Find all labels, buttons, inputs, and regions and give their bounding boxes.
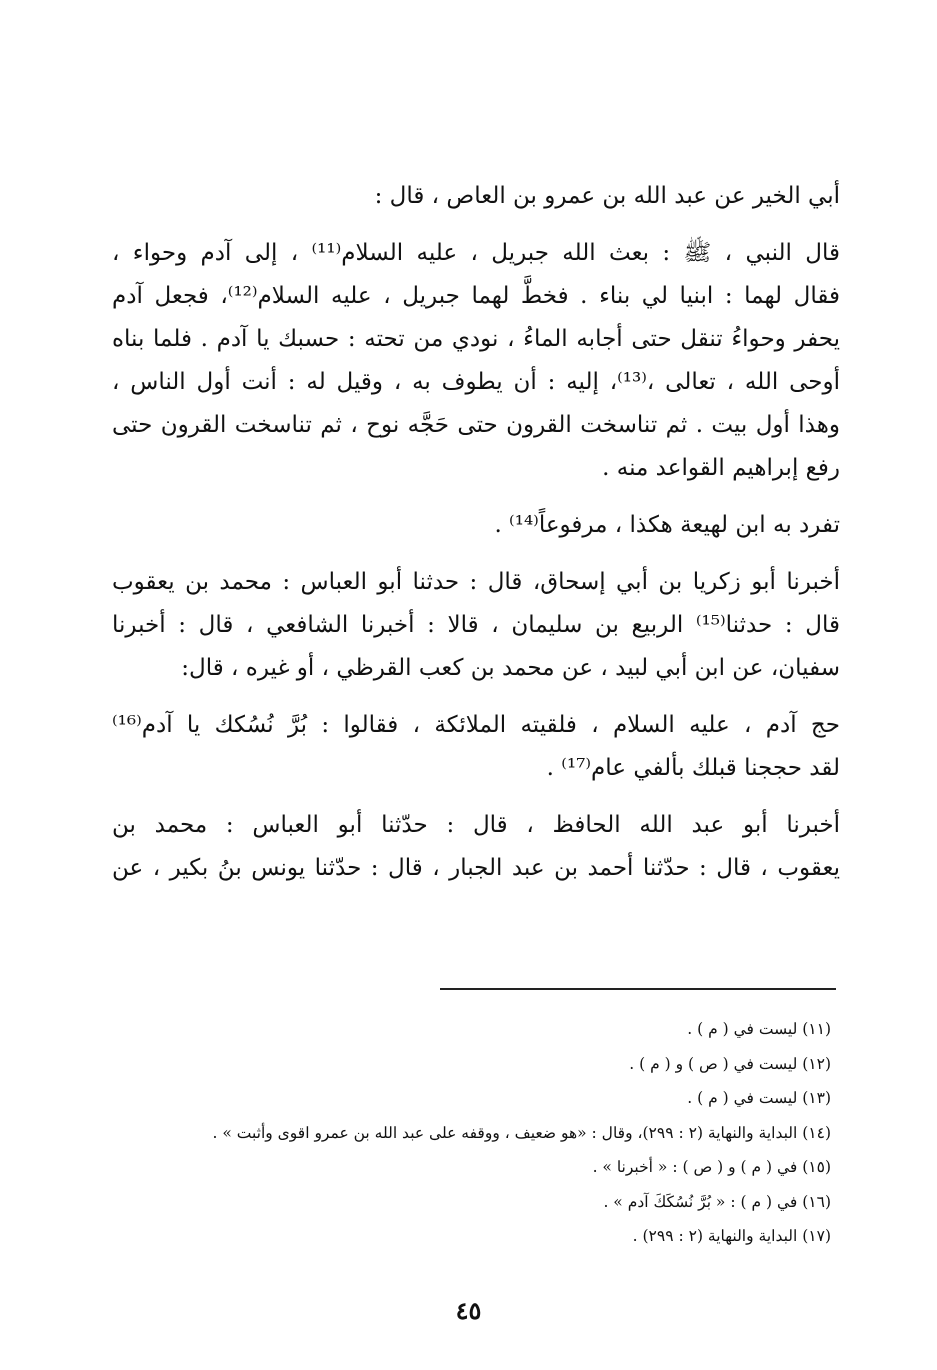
text-line: أخبرنا أبو زكريا بن أبي إسحاق، قال : حدثنا أبو العباس : محمد بن يعقوب	[112, 569, 840, 595]
text-line: يعقوب ، قال : حدّثنا أحمد بن عبد الجبار ، قال : حدّثنا يونس بنُ بكير ، عن	[112, 855, 840, 881]
footnote-13: (١٣) ليست في ( م ) .	[687, 1089, 831, 1107]
text-line: أخبرنا أبو عبد الله الحافظ ، قال : حدّثنا أبو العباس : محمد بن	[112, 812, 840, 838]
text-line: يحفر وحواءُ تنقل حتى أجابه الماءُ ، نودي من تحته : حسبك يا آدم . فلما بناه	[112, 326, 840, 352]
main-text	[112, 175, 840, 904]
footnote-15: (١٥) في ( م ) و ( ص ) : « أخبرنا » .	[592, 1158, 831, 1176]
text-line: قال : حدثنا⁽¹⁵⁾ الربيع بن سليمان ، قالا : أخبرنا الشافعي ، قال : أخبرنا	[112, 612, 840, 638]
text-line: سفيان، عن ابن أبي لبيد ، عن محمد بن كعب القرظي ، أو غيره ، قال:	[181, 655, 840, 681]
text-line: رفع إبراهيم القواعد منه .	[602, 455, 840, 481]
footnote-divider	[440, 988, 836, 990]
text-line: أبي الخير عن عبد الله بن عمرو بن العاص ، قال :	[374, 183, 840, 209]
footnote-17: (١٧) البداية والنهاية (٢ : ٢٩٩) .	[632, 1227, 831, 1245]
paragraph-2	[112, 232, 840, 490]
footnote-14: (١٤) البداية والنهاية (٢ : ٢٩٩)، وقال : «هو ضعيف ، ووقفه على عبد الله بن عمرو اقوى وأثبت » .	[212, 1123, 831, 1142]
text-line: قال النبي ، ﷺ : بعث الله جبريل ، عليه السلام⁽¹¹⁾ ، إلى آدم وحواء ،	[112, 240, 840, 266]
footnote-11: (١١) ليست في ( م ) .	[687, 1020, 831, 1038]
footnote-16: (١٦) في ( م ) : « بُرَّ نُسُكَكَ آدم » .	[603, 1192, 831, 1211]
footnote-12: (١٢) ليست في ( ص ) و ( م ) .	[629, 1054, 831, 1073]
paragraph-4	[112, 561, 840, 690]
text-line: لقد حججنا قبلك بألفي عام⁽¹⁷⁾ .	[546, 755, 840, 781]
text-line: وهذا أول بيت . ثم تناسخت القرون حتى حَجَّه نوح ، ثم تناسخت القرون حتى	[112, 412, 840, 438]
page-number: ٤٥	[455, 1296, 482, 1325]
paragraph-6	[112, 804, 840, 890]
paragraph-5	[112, 704, 840, 790]
text-line: حج آدم ، عليه السلام ، فلقيته الملائكة ، فقالوا : بُرَّ نُسُكك يا آدم⁽¹⁶⁾	[112, 712, 840, 738]
footnotes	[111, 1012, 831, 1254]
paragraph-1	[112, 175, 840, 218]
text-line: فقال لهما : ابنيا لي بناء . فخطَّ لهما جبريل ، عليه السلام⁽¹²⁾، فجعل آدم	[112, 283, 840, 309]
paragraph-3	[112, 504, 840, 547]
text-line: أوحى الله ، تعالى ،⁽¹³⁾، إليه : أن يطوف به ، وقيل له : أنت أول الناس ،	[112, 369, 840, 395]
text-line: تفرد به ابن لهيعة هكذا ، مرفوعاً⁽¹⁴⁾ .	[494, 512, 840, 538]
